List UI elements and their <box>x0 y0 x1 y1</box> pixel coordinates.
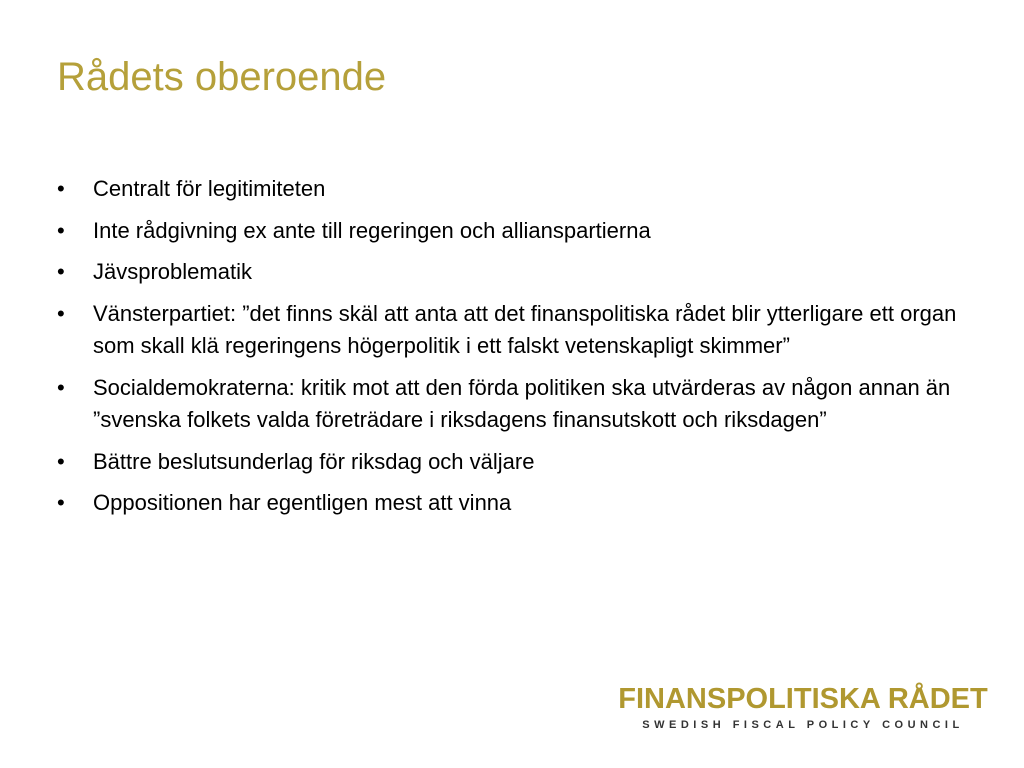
bullet-text: Socialdemokraterna: kritik mot att den förda politiken ska utvärderas av någon annan än ”svenska folkets valda företrädare i riksdagens finansutskott och riksdagen” <box>93 374 951 432</box>
bullet-item-conflict-of-interest <box>57 256 977 289</box>
bullet-item-opposition-gains <box>57 487 977 520</box>
bullet-marker: • <box>57 490 65 515</box>
bullet-marker: • <box>57 300 65 326</box>
bullet-marker: • <box>57 217 65 243</box>
bullet-marker: • <box>57 448 65 474</box>
bullet-text: Jävsproblematik <box>93 259 252 284</box>
logo-tagline: SWEDISH FISCAL POLICY COUNCIL <box>642 719 964 731</box>
bullet-text: Vänsterpartiet: ”det finns skäl att anta att det finanspolitiska rådet blir ytterligare ett organ som skall klä regeringens högerpolitik i ett falskt vetenskapligt skimmer” <box>93 300 957 358</box>
bullet-item-better-decision-basis <box>57 446 977 479</box>
bullet-text: Centralt för legitimiteten <box>93 176 326 201</box>
logo-name: FINANSPOLITISKA RÅDET <box>618 683 988 715</box>
bullet-text: Bättre beslutsunderlag för riksdag och väljare <box>93 448 535 474</box>
bullet-marker: • <box>57 259 65 284</box>
bullet-item-socialdemokraterna-quote <box>57 372 977 437</box>
bullet-item-no-ex-ante-advice <box>57 215 977 248</box>
bullet-list <box>57 173 977 529</box>
bullet-marker: • <box>57 176 65 201</box>
slide-title: Rådets oberoende <box>57 55 387 99</box>
bullet-text: Inte rådgivning ex ante till regeringen och allianspartierna <box>93 217 651 243</box>
bullet-text: Oppositionen har egentligen mest att vinna <box>93 490 512 515</box>
bullet-item-vansterpartiet-quote <box>57 298 977 363</box>
bullet-item-legitimacy <box>57 173 977 206</box>
bullet-marker: • <box>57 374 65 400</box>
council-logo <box>608 682 998 734</box>
